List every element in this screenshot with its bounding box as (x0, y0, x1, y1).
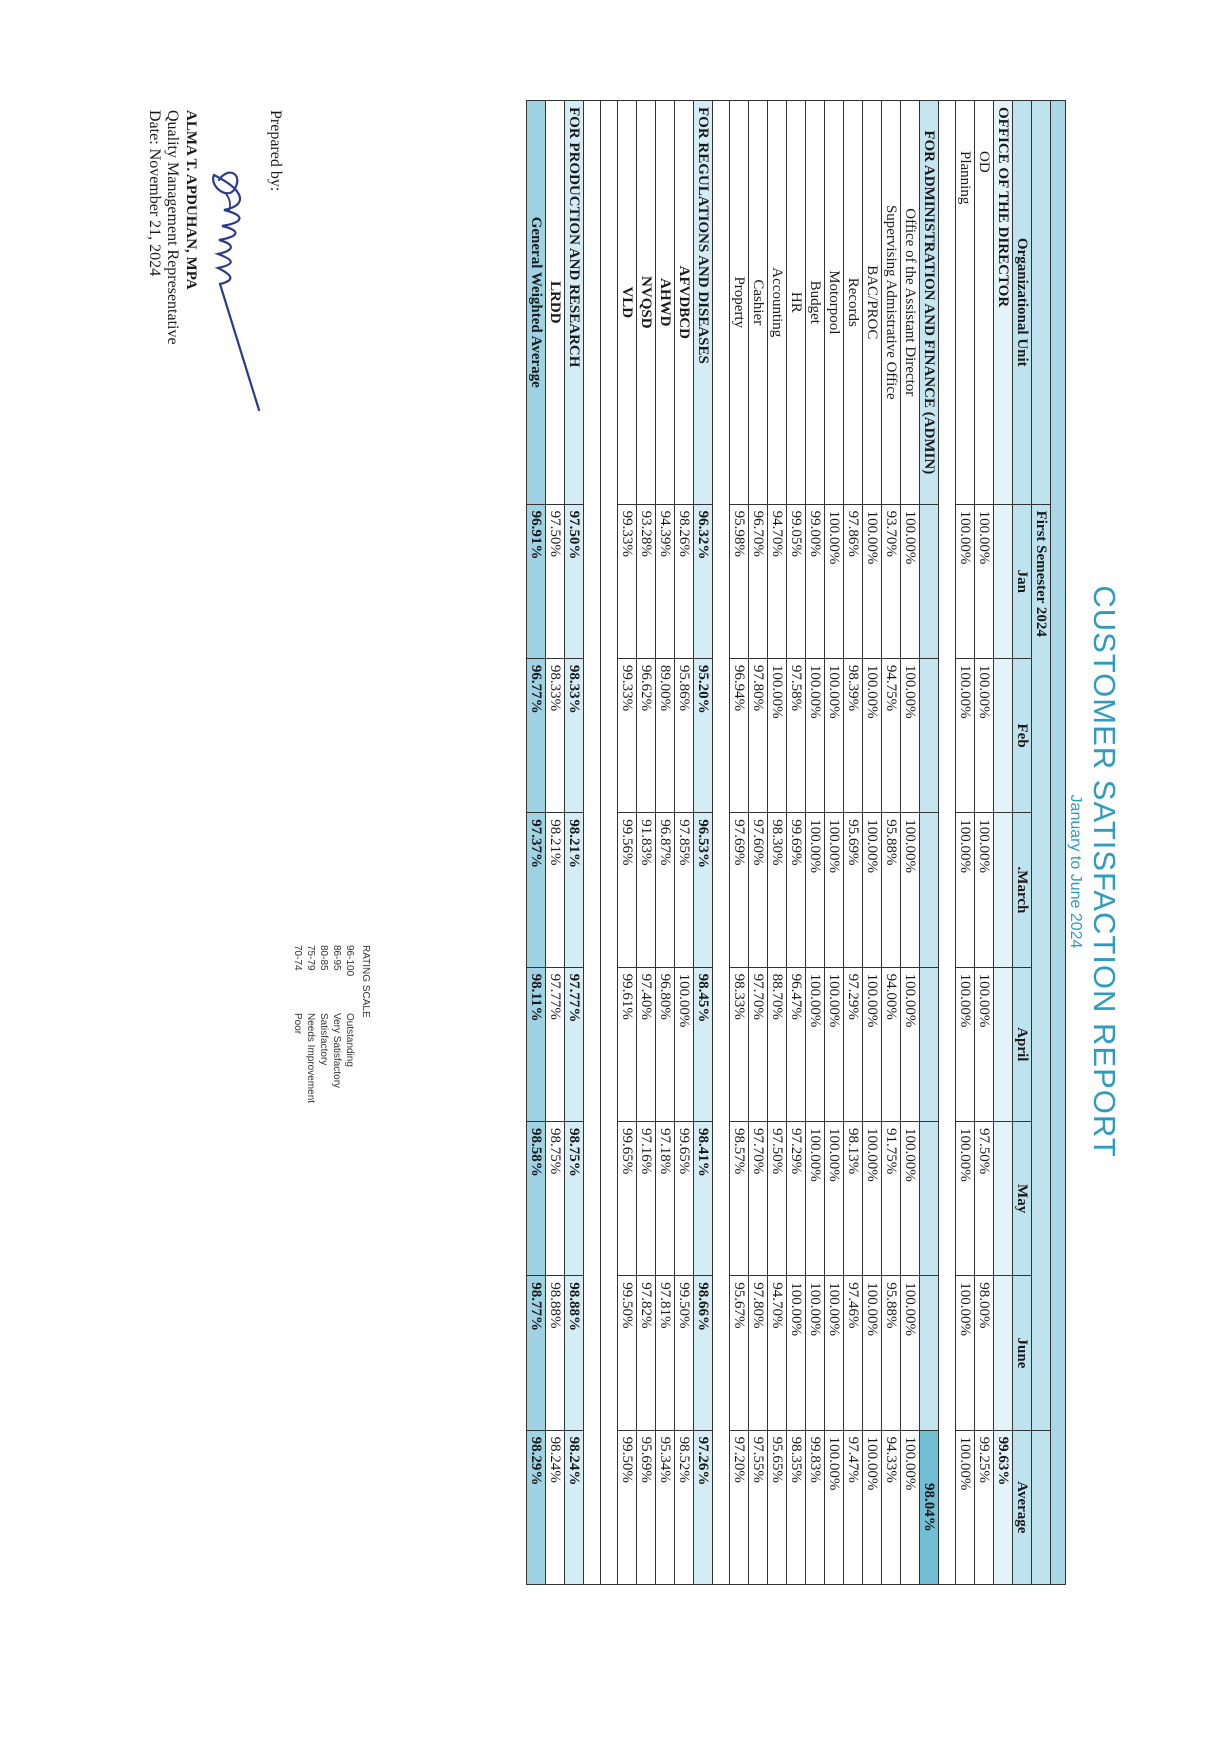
month-value: 99.56% (618, 813, 637, 967)
month-value: 100.00% (956, 967, 975, 1121)
month-value: 99.05% (787, 504, 806, 658)
section-month-value: 97.77% (565, 967, 584, 1121)
month-value: 100.00% (806, 1276, 825, 1430)
gwa-month-value: 96.91% (527, 504, 546, 658)
table-cell (920, 1121, 939, 1275)
section-month-value: 98.21% (565, 813, 584, 967)
spacer-cell (601, 101, 618, 1585)
satisfaction-table (526, 100, 1066, 1585)
unit-name: Planning (956, 101, 975, 505)
month-value: 96.47% (787, 967, 806, 1121)
section-month-value: 95.20% (694, 658, 713, 812)
month-value: 100.00% (806, 813, 825, 967)
rating-range: 75-79 (305, 945, 316, 971)
table-row (975, 101, 994, 1585)
rating-scale-row (342, 945, 355, 1103)
unit-name: Office of the Assistant Director (901, 101, 920, 505)
month-value: 100.00% (825, 658, 844, 812)
month-value: 97.60% (749, 813, 768, 967)
month-value: 95.86% (675, 658, 694, 812)
section-month-value: 98.45% (694, 967, 713, 1121)
table-row (618, 101, 637, 1585)
month-value: 97.69% (730, 813, 749, 967)
average-value: 100.00% (863, 1430, 882, 1584)
header-month: April (1013, 967, 1032, 1121)
month-value: 100.00% (863, 1276, 882, 1430)
header-average: Average (1013, 1430, 1032, 1584)
rating-label: Poor (292, 1013, 303, 1035)
spacer-row (939, 101, 956, 1585)
month-value: 95.88% (882, 1276, 901, 1430)
table-row (768, 101, 787, 1585)
table-row (882, 101, 901, 1585)
preparer-name: ALMA T. APDUHAN, MPA (183, 110, 199, 290)
table-row (675, 101, 694, 1585)
table-cell (994, 504, 1013, 658)
month-value: 100.00% (901, 504, 920, 658)
month-value: 95.98% (730, 504, 749, 658)
average-value: 98.24% (546, 1430, 565, 1584)
section-row-admin (920, 101, 939, 1585)
unit-name: Property (730, 101, 749, 505)
month-value: 96.62% (637, 658, 656, 812)
section-label: FOR PRODUCTION AND RESEARCH (565, 101, 584, 505)
average-value: 97.55% (749, 1430, 768, 1584)
month-value: 98.88% (546, 1276, 565, 1430)
month-value: 100.00% (901, 1121, 920, 1275)
gwa-month-value: 96.77% (527, 658, 546, 812)
month-value: 99.50% (675, 1276, 694, 1430)
month-value: 97.82% (637, 1276, 656, 1430)
month-value: 100.00% (901, 1276, 920, 1430)
month-value: 100.00% (675, 967, 694, 1121)
rating-scale-row (329, 945, 342, 1103)
section-label: FOR ADMINISTRATION AND FINANCE (ADMIN) (920, 101, 939, 505)
month-value: 97.81% (656, 1276, 675, 1430)
month-value: 94.75% (882, 658, 901, 812)
month-value: 98.21% (546, 813, 565, 967)
table-row (637, 101, 656, 1585)
section-label: OFFICE OF THE DIRECTOR (994, 101, 1013, 505)
month-value: 99.65% (675, 1121, 694, 1275)
section-row-production (565, 101, 584, 1585)
month-value: 94.39% (656, 504, 675, 658)
table-row (844, 101, 863, 1585)
table-cell (994, 658, 1013, 812)
unit-name: LRDD (546, 101, 565, 505)
month-value: 97.58% (787, 658, 806, 812)
table-cell (920, 1276, 939, 1430)
gwa-month-value: 98.58% (527, 1121, 546, 1275)
average-value: 99.25% (975, 1430, 994, 1584)
month-value: 97.80% (749, 658, 768, 812)
month-value: 100.00% (956, 504, 975, 658)
month-value: 100.00% (901, 967, 920, 1121)
rating-scale-row (316, 945, 329, 1103)
month-value: 100.00% (863, 967, 882, 1121)
month-value: 95.88% (882, 813, 901, 967)
unit-name: Accounting (768, 101, 787, 505)
signature-image (194, 160, 264, 420)
month-value: 93.28% (637, 504, 656, 658)
month-value: 100.00% (975, 658, 994, 812)
month-value: 100.00% (863, 658, 882, 812)
rating-scale-row (290, 945, 303, 1103)
average-value: 95.34% (656, 1430, 675, 1584)
header-row (1013, 101, 1032, 1585)
unit-name: AFVDBCD (675, 101, 694, 505)
month-value: 100.00% (863, 1121, 882, 1275)
gwa-month-value: 98.77% (527, 1276, 546, 1430)
average-value: 100.00% (825, 1430, 844, 1584)
table-cell (994, 1276, 1013, 1430)
unit-name: Supervising Admistrative Office (882, 101, 901, 505)
section-month-value: 97.50% (565, 504, 584, 658)
month-value: 89.00% (656, 658, 675, 812)
average-value: 100.00% (956, 1430, 975, 1584)
header-month: Feb (1013, 658, 1032, 812)
section-month-value: 96.32% (694, 504, 713, 658)
month-value: 97.18% (656, 1121, 675, 1275)
average-value: 95.69% (637, 1430, 656, 1584)
month-value: 99.61% (618, 967, 637, 1121)
section-row-regulations (694, 101, 713, 1585)
month-value: 97.29% (844, 967, 863, 1121)
average-value: 98.35% (787, 1430, 806, 1584)
section-average: 97.26% (694, 1430, 713, 1584)
gwa-month-value: 98.11% (527, 967, 546, 1121)
table-row (956, 101, 975, 1585)
month-value: 94.70% (768, 504, 787, 658)
preparer-position: Quality Management Representative (164, 110, 181, 345)
month-value: 100.00% (956, 658, 975, 812)
rating-label: Very Satisfactory (331, 1013, 342, 1089)
month-value: 97.50% (546, 504, 565, 658)
unit-name: VLD (618, 101, 637, 505)
section-month-value: 98.33% (565, 658, 584, 812)
month-value: 100.00% (768, 658, 787, 812)
month-value: 97.77% (546, 967, 565, 1121)
month-value: 94.00% (882, 967, 901, 1121)
month-value: 99.33% (618, 658, 637, 812)
month-value: 98.26% (675, 504, 694, 658)
section-month-value: 96.53% (694, 813, 713, 967)
section-average: 98.04% (920, 1430, 939, 1584)
section-average: 99.63% (994, 1430, 1013, 1584)
section-average: 98.24% (565, 1430, 584, 1584)
unit-name: Budget (806, 101, 825, 505)
spacer-row (601, 101, 618, 1585)
table-cell (920, 658, 939, 812)
month-value: 97.46% (844, 1276, 863, 1430)
spacer-cell (584, 101, 601, 1585)
spacer-cell (939, 101, 956, 1585)
rating-label: Outstanding (344, 1013, 355, 1067)
month-value: 93.70% (882, 504, 901, 658)
table-row (656, 101, 675, 1585)
section-month-value: 98.66% (694, 1276, 713, 1430)
month-value: 100.00% (975, 504, 994, 658)
table-row (825, 101, 844, 1585)
rating-range: 80-85 (318, 945, 329, 971)
header-month: May (1013, 1121, 1032, 1275)
unit-name: AHWD (656, 101, 675, 505)
section-month-value: 98.41% (694, 1121, 713, 1275)
unit-name: OD (975, 101, 994, 505)
average-value: 100.00% (901, 1430, 920, 1584)
month-value: 100.00% (975, 967, 994, 1121)
header-month: Jan (1013, 504, 1032, 658)
table-row (730, 101, 749, 1585)
spacer-cell (713, 101, 730, 1585)
unit-name: Records (844, 101, 863, 505)
section-month-value: 98.88% (565, 1276, 584, 1430)
month-value: 99.33% (618, 504, 637, 658)
month-value: 100.00% (901, 813, 920, 967)
month-value: 97.80% (749, 1276, 768, 1430)
semester-label: First Semester 2024 (1032, 504, 1051, 1430)
average-value: 95.65% (768, 1430, 787, 1584)
month-value: 100.00% (825, 1121, 844, 1275)
month-value: 98.33% (546, 658, 565, 812)
spacer-row (713, 101, 730, 1585)
section-row-director (994, 101, 1013, 1585)
table-row (749, 101, 768, 1585)
month-value: 99.65% (618, 1121, 637, 1275)
month-value: 98.13% (844, 1121, 863, 1275)
average-value: 94.33% (882, 1430, 901, 1584)
average-value: 98.52% (675, 1430, 694, 1584)
month-value: 94.70% (768, 1276, 787, 1430)
table-cell (920, 967, 939, 1121)
month-value: 97.85% (675, 813, 694, 967)
month-value: 97.50% (975, 1121, 994, 1275)
month-value: 100.00% (863, 813, 882, 967)
table-cell (920, 504, 939, 658)
month-value: 100.00% (956, 1121, 975, 1275)
table-row (787, 101, 806, 1585)
month-value: 95.67% (730, 1276, 749, 1430)
month-value: 99.00% (806, 504, 825, 658)
prepared-date: Date: November 21, 2024 (146, 110, 163, 277)
month-value: 100.00% (806, 1121, 825, 1275)
month-value: 100.00% (956, 1276, 975, 1430)
unit-name: BAC/PROC (863, 101, 882, 505)
month-value: 96.70% (749, 504, 768, 658)
month-value: 97.40% (637, 967, 656, 1121)
month-value: 100.00% (956, 813, 975, 967)
section-month-value: 98.75% (565, 1121, 584, 1275)
month-value: 98.00% (975, 1276, 994, 1430)
table-cell (994, 967, 1013, 1121)
table-row (863, 101, 882, 1585)
unit-name: NVQSD (637, 101, 656, 505)
month-value: 98.39% (844, 658, 863, 812)
month-value: 100.00% (787, 1276, 806, 1430)
month-value: 98.30% (768, 813, 787, 967)
month-value: 96.80% (656, 967, 675, 1121)
header-month: June (1013, 1276, 1032, 1430)
month-value: 97.70% (749, 1121, 768, 1275)
month-value: 91.83% (637, 813, 656, 967)
month-value: 97.86% (844, 504, 863, 658)
gwa-month-value: 97.37% (527, 813, 546, 967)
unit-name: HR (787, 101, 806, 505)
general-weighted-average-row (527, 101, 546, 1585)
month-value: 100.00% (863, 504, 882, 658)
gwa-average: 98.29% (527, 1430, 546, 1584)
month-value: 100.00% (806, 658, 825, 812)
header-unit: Organizational Unit (1013, 101, 1032, 505)
month-value: 99.50% (618, 1276, 637, 1430)
month-value: 97.16% (637, 1121, 656, 1275)
month-value: 96.94% (730, 658, 749, 812)
semester-row (1032, 101, 1051, 1585)
rating-label: Satisfactory (318, 1013, 329, 1066)
month-value: 99.69% (787, 813, 806, 967)
spacer-row (584, 101, 601, 1585)
month-value: 100.00% (825, 1276, 844, 1430)
table-body (527, 101, 1066, 1585)
rating-scale-title: RATING SCALE (360, 945, 371, 1018)
average-value: 97.20% (730, 1430, 749, 1584)
month-value: 98.33% (730, 967, 749, 1121)
section-label: FOR REGULATIONS AND DISEASES (694, 101, 713, 505)
month-value: 100.00% (825, 967, 844, 1121)
month-value: 97.70% (749, 967, 768, 1121)
average-value: 99.83% (806, 1430, 825, 1584)
table-row (546, 101, 565, 1585)
month-value: 100.00% (901, 658, 920, 812)
month-value: 96.87% (656, 813, 675, 967)
table-row (806, 101, 825, 1585)
month-value: 98.57% (730, 1121, 749, 1275)
gwa-label: General Weighted Average (527, 101, 546, 505)
rating-scale (290, 945, 371, 1103)
month-value: 100.00% (825, 813, 844, 967)
month-value: 100.00% (825, 504, 844, 658)
rating-range: 70-74 (292, 945, 303, 971)
month-value: 97.50% (768, 1121, 787, 1275)
month-value: 100.00% (975, 813, 994, 967)
month-value: 98.75% (546, 1121, 565, 1275)
rating-scale-row (303, 945, 316, 1103)
report-title: CUSTOMER SATISFACTION REPORT (1087, 585, 1122, 1158)
table-row (901, 101, 920, 1585)
rating-range: 86-95 (331, 945, 342, 971)
rating-label: Needs Improvement (305, 1013, 316, 1104)
table-cell (994, 1121, 1013, 1275)
table-cell (920, 813, 939, 967)
prepared-by-label: Prepared by: (267, 110, 284, 192)
unit-name: Motorpool (825, 101, 844, 505)
month-value: 88.70% (768, 967, 787, 1121)
average-value: 99.50% (618, 1430, 637, 1584)
table-cell (994, 813, 1013, 967)
month-value: 95.69% (844, 813, 863, 967)
unit-name: Cashier (749, 101, 768, 505)
table-top-strip (1051, 101, 1066, 1585)
month-value: 97.29% (787, 1121, 806, 1275)
report-subtitle: January to June 2024 (1067, 794, 1084, 949)
rating-range: 96-100 (344, 945, 355, 977)
month-value: 100.00% (806, 967, 825, 1121)
header-month: .March (1013, 813, 1032, 967)
month-value: 91.75% (882, 1121, 901, 1275)
average-value: 97.47% (844, 1430, 863, 1584)
